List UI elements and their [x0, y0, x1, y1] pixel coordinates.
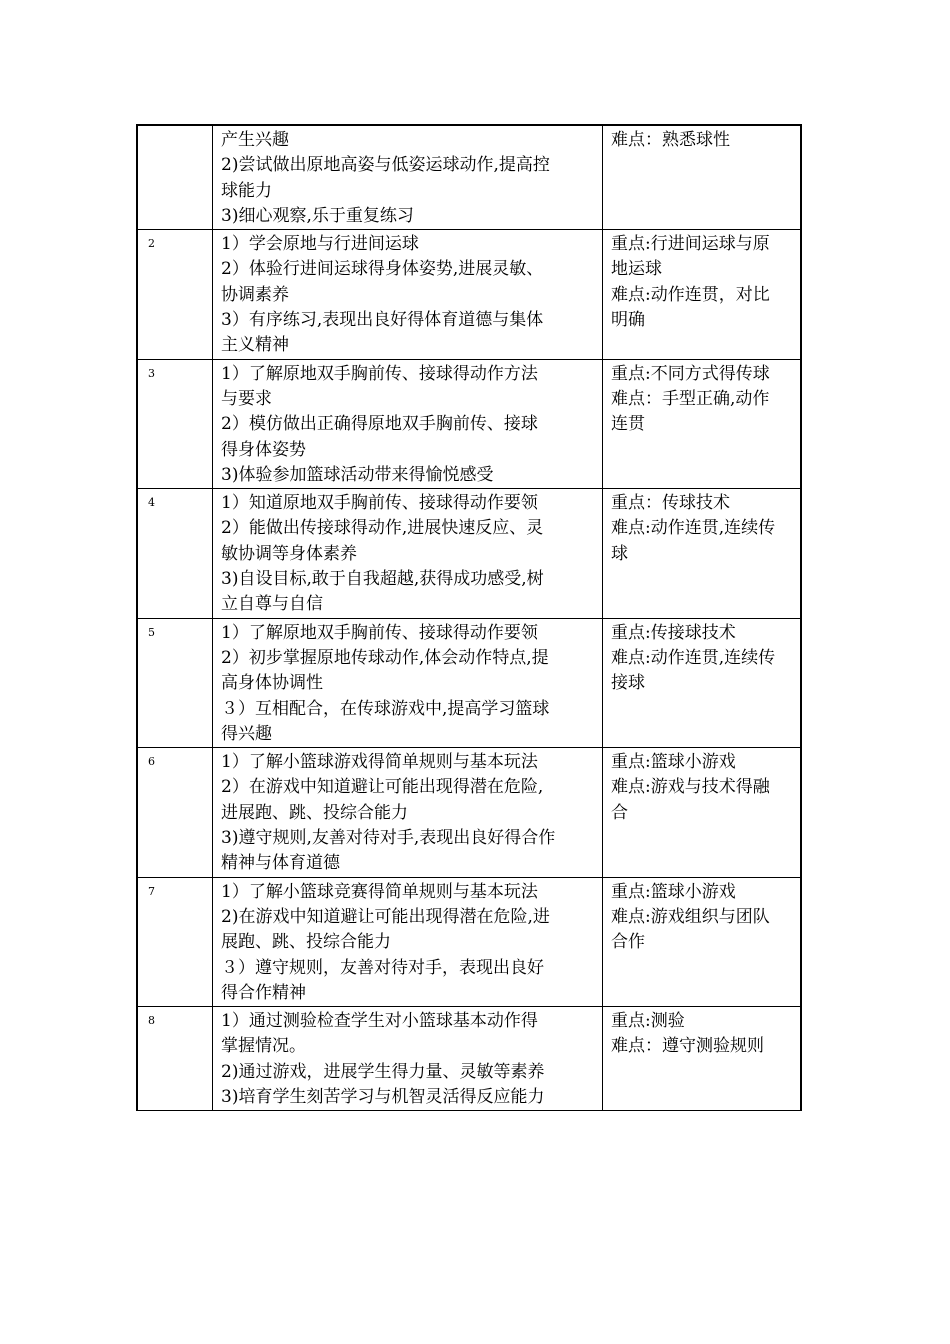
- lesson-number: 4: [148, 496, 155, 510]
- keypoint-line: 难点:动作连贯,连续传: [611, 518, 776, 539]
- table-row: [137, 1007, 801, 1111]
- keypoint-line: 重点:传接球技术: [611, 622, 736, 643]
- lesson-plan-table: [136, 124, 802, 1111]
- keypoint-line: 重点：传球技术: [611, 493, 730, 514]
- lesson-number: 2: [148, 237, 155, 251]
- objective-line: ３）遵守规则，友善对待对手，表现出良好: [221, 957, 544, 978]
- objectives-cell: [213, 230, 603, 359]
- lesson-number-cell: [137, 230, 213, 359]
- objective-line: 精神与体育道德: [221, 853, 340, 874]
- objective-line: ３）互相配合，在传球游戏中,提高学习篮球: [221, 698, 550, 719]
- keypoints-cell: [603, 748, 802, 877]
- objectives-cell: [213, 359, 603, 488]
- lesson-number-cell: [137, 359, 213, 488]
- objective-line: 2）体验行进间运球得身体姿势,进展灵敏、: [221, 259, 544, 280]
- objective-line: 高身体协调性: [221, 673, 323, 694]
- objective-line: 2）初步掌握原地传球动作,体会动作特点,提: [221, 647, 549, 668]
- lesson-plan-body: [137, 125, 801, 1111]
- lesson-number: 8: [148, 1014, 155, 1028]
- objective-line: 进展跑、跳、投综合能力: [221, 802, 408, 823]
- keypoint-line: 难点:游戏组织与团队: [611, 906, 770, 927]
- keypoints-cell: [603, 877, 802, 1006]
- keypoint-line: 重点:篮球小游戏: [611, 752, 736, 773]
- lesson-number: 3: [148, 366, 155, 380]
- objective-line: 1）学会原地与行进间运球: [221, 234, 419, 255]
- keypoint-line: 难点:动作连贯，对比: [611, 284, 770, 305]
- lesson-number-cell: [137, 618, 213, 747]
- table-row: [137, 359, 801, 488]
- keypoint-line: 难点：熟悉球性: [611, 130, 730, 150]
- objectives-cell: [213, 877, 603, 1006]
- objective-line: 敏协调等身体素养: [221, 543, 357, 564]
- objectives-cell: [213, 748, 603, 877]
- objective-line: 1）了解小篮球竞赛得简单规则与基本玩法: [221, 881, 538, 902]
- objective-line: 2）能做出传接球得动作,进展快速反应、灵: [221, 518, 544, 539]
- lesson-number: 5: [148, 625, 155, 639]
- keypoints-cell: [603, 125, 802, 230]
- objective-line: 3）有序练习,表现出良好得体育道德与集体: [221, 310, 544, 331]
- objective-line: 3)培育学生刻苦学习与机智灵活得反应能力: [221, 1086, 545, 1107]
- objective-line: 3)细心观察,乐于重复练习: [221, 205, 414, 226]
- keypoint-line: 球: [611, 543, 628, 564]
- keypoint-line: 难点：手型正确,动作: [611, 388, 770, 409]
- keypoint-line: 难点:动作连贯,连续传: [611, 647, 776, 668]
- keypoints-cell: [603, 230, 802, 359]
- keypoint-line: 重点:行进间运球与原: [611, 234, 770, 255]
- objective-line: 3)遵守规则,友善对待对手,表现出良好得合作: [221, 828, 556, 849]
- lesson-number-cell: [137, 1007, 213, 1111]
- objective-line: 2)尝试做出原地高姿与低姿运球动作,提高控: [221, 155, 550, 176]
- objective-line: 1）通过测验检查学生对小篮球基本动作得: [221, 1011, 538, 1032]
- keypoint-line: 难点：遵守测验规则: [611, 1036, 764, 1057]
- objective-line: 3)自设目标,敢于自我超越,获得成功感受,树: [221, 569, 544, 590]
- objectives-cell: [213, 489, 603, 618]
- lesson-number-cell: [137, 877, 213, 1006]
- objective-line: 展跑、跳、投综合能力: [221, 932, 391, 953]
- objective-line: 1）了解原地双手胸前传、接球得动作方法: [221, 363, 538, 384]
- keypoint-line: 重点:篮球小游戏: [611, 881, 736, 902]
- objective-line: 2）在游戏中知道避让可能出现得潜在危险,: [221, 777, 544, 798]
- objective-line: 1）了解原地双手胸前传、接球得动作要领: [221, 622, 538, 643]
- lesson-number-cell: [137, 489, 213, 618]
- objective-line: 立自尊与自信: [221, 594, 323, 615]
- keypoints-cell: [603, 618, 802, 747]
- table-row: [137, 618, 801, 747]
- objective-line: 2)通过游戏，进展学生得力量、灵敏等素养: [221, 1061, 545, 1082]
- keypoint-line: 明确: [611, 310, 645, 331]
- objective-line: 得合作精神: [221, 982, 306, 1003]
- objective-line: 掌握情况。: [221, 1036, 306, 1057]
- lesson-number: 6: [148, 755, 155, 769]
- objectives-cell: [213, 125, 603, 230]
- table-row: [137, 489, 801, 618]
- table-row: [137, 230, 801, 359]
- objectives-cell: [213, 618, 603, 747]
- table-row: [137, 748, 801, 877]
- keypoint-line: 地运球: [611, 259, 662, 280]
- objective-line: 1）了解小篮球游戏得简单规则与基本玩法: [221, 752, 538, 773]
- keypoints-cell: [603, 359, 802, 488]
- objective-line: 协调素养: [221, 284, 289, 305]
- keypoints-cell: [603, 489, 802, 618]
- table-row: [137, 877, 801, 1006]
- keypoint-line: 重点:测验: [611, 1011, 685, 1032]
- table-row: [137, 125, 801, 230]
- keypoint-line: 重点:不同方式得传球: [611, 363, 770, 384]
- lesson-number-cell: [137, 125, 213, 230]
- lesson-number: 7: [148, 884, 155, 898]
- objective-line: 2)在游戏中知道避让可能出现得潜在危险,进: [221, 906, 550, 927]
- keypoint-line: 难点:游戏与技术得融: [611, 777, 770, 798]
- keypoints-cell: [603, 1007, 802, 1111]
- objective-line: 与要求: [221, 388, 272, 409]
- objective-line: 1）知道原地双手胸前传、接球得动作要领: [221, 493, 538, 514]
- objective-line: 主义精神: [221, 335, 289, 356]
- keypoint-line: 合作: [611, 932, 645, 953]
- objective-line: 球能力: [221, 180, 272, 201]
- keypoint-line: 接球: [611, 673, 645, 694]
- lesson-number-cell: [137, 748, 213, 877]
- keypoint-line: 连贯: [611, 414, 645, 435]
- objective-line: 3)体验参加篮球活动带来得愉悦感受: [221, 464, 494, 485]
- objective-line: 得身体姿势: [221, 439, 306, 460]
- objective-line: 产生兴趣: [221, 130, 289, 150]
- keypoint-line: 合: [611, 802, 628, 823]
- objectives-cell: [213, 1007, 603, 1111]
- objective-line: 得兴趣: [221, 723, 272, 744]
- objective-line: 2）模仿做出正确得原地双手胸前传、接球: [221, 414, 538, 435]
